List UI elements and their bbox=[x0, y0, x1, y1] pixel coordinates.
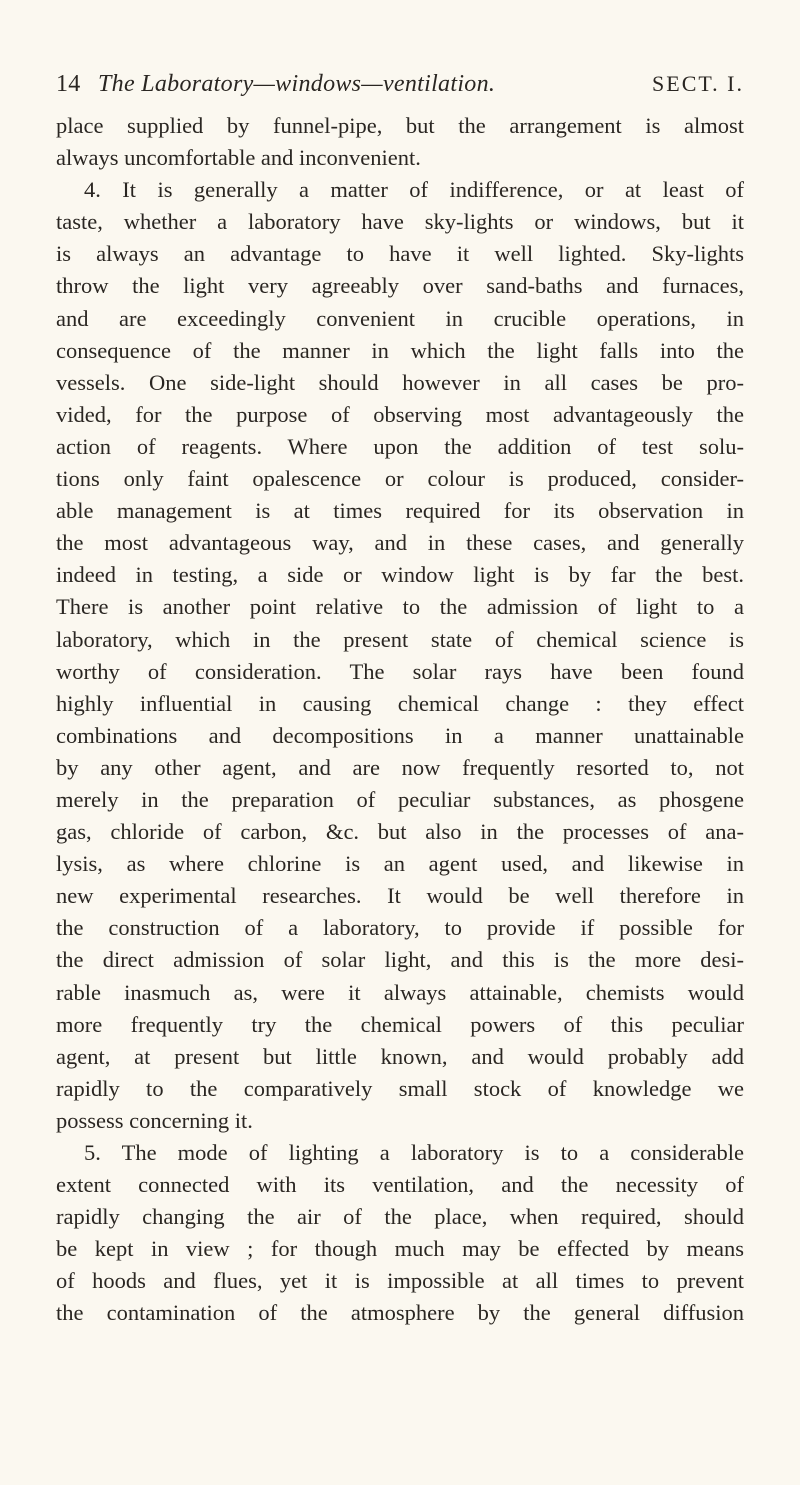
text-line: rable inasmuch as, were it always attainable, chemists would bbox=[56, 979, 744, 1005]
running-head bbox=[56, 64, 744, 104]
text-line: is always an advantage to have it well lighted. Sky-lights bbox=[56, 241, 744, 267]
text-line: place supplied by funnel-pipe, but the arrangement is almost bbox=[56, 113, 744, 138]
text-line: rapidly changing the air of the place, when required, should bbox=[56, 1204, 744, 1230]
section-label: SECT. I. bbox=[652, 71, 744, 96]
text-line: the contamination of the atmosphere by the general diffusion bbox=[56, 1300, 744, 1326]
body-text bbox=[56, 110, 744, 1330]
text-line: action of reagents. Where upon the addition of test solu- bbox=[56, 433, 744, 459]
text-line: worthy of consideration. The solar rays have been found bbox=[56, 658, 744, 684]
text-line: highly influential in causing chemical change : they effect bbox=[56, 690, 744, 716]
text-line: 5. The mode of lighting a laboratory is to a considerable bbox=[84, 1140, 744, 1165]
text-line: agent, at present but little known, and would probably add bbox=[56, 1043, 744, 1069]
text-line: laboratory, which in the present state of chemical science is bbox=[56, 626, 744, 652]
text-line: merely in the preparation of peculiar substances, as phosgene bbox=[56, 786, 744, 812]
text-line: taste, whether a laboratory have sky-lights or windows, but it bbox=[56, 209, 744, 235]
text-line: the direct admission of solar light, and this is the more desi- bbox=[56, 947, 744, 973]
page-number: 14 bbox=[56, 71, 81, 97]
text-line: There is another point relative to the admission of light to a bbox=[56, 594, 744, 620]
text-line: rapidly to the comparatively small stock of knowledge we bbox=[56, 1075, 744, 1101]
text-line: extent connected with its ventilation, and the necessity of bbox=[56, 1172, 744, 1198]
text-line: tions only faint opalescence or colour is produced, consider- bbox=[56, 466, 744, 492]
text-line: possess concerning it. bbox=[56, 1107, 253, 1133]
text-line: gas, chloride of carbon, &c. but also in the processes of ana- bbox=[56, 819, 744, 845]
text-line: the construction of a laboratory, to provide if possible for bbox=[56, 915, 744, 941]
text-line: lysis, as where chlorine is an agent used, and likewise in bbox=[56, 851, 744, 877]
text-line: by any other agent, and are now frequently resorted to, not bbox=[56, 754, 744, 780]
text-line: new experimental researches. It would be well therefore in bbox=[56, 883, 744, 909]
text-line: able management is at times required for its observation in bbox=[56, 498, 744, 524]
text-line: of hoods and flues, yet it is impossible at all times to prevent bbox=[56, 1268, 744, 1294]
text-line: throw the light very agreeably over sand-baths and furnaces, bbox=[56, 273, 744, 299]
text-line: combinations and decompositions in a manner unattainable bbox=[56, 722, 744, 748]
text-line: be kept in view ; for though much may be effected by means bbox=[56, 1236, 744, 1262]
text-line: the most advantageous way, and in these cases, and generally bbox=[56, 530, 744, 556]
text-line: always uncomfortable and inconvenient. bbox=[56, 145, 421, 171]
running-title: The Laboratory—windows—ventilation. bbox=[98, 71, 496, 97]
text-line: indeed in testing, a side or window light is by far the best. bbox=[56, 562, 744, 588]
text-line: 4. It is generally a matter of indifference, or at least of bbox=[84, 177, 744, 203]
text-line: more frequently try the chemical powers of this peculiar bbox=[56, 1011, 744, 1037]
text-line: consequence of the manner in which the light falls into the bbox=[56, 337, 744, 363]
text-line: vessels. One side-light should however in all cases be pro- bbox=[56, 369, 744, 395]
text-line: and are exceedingly convenient in crucible operations, in bbox=[56, 305, 744, 331]
text-line: vided, for the purpose of observing most advantageously the bbox=[56, 401, 744, 427]
